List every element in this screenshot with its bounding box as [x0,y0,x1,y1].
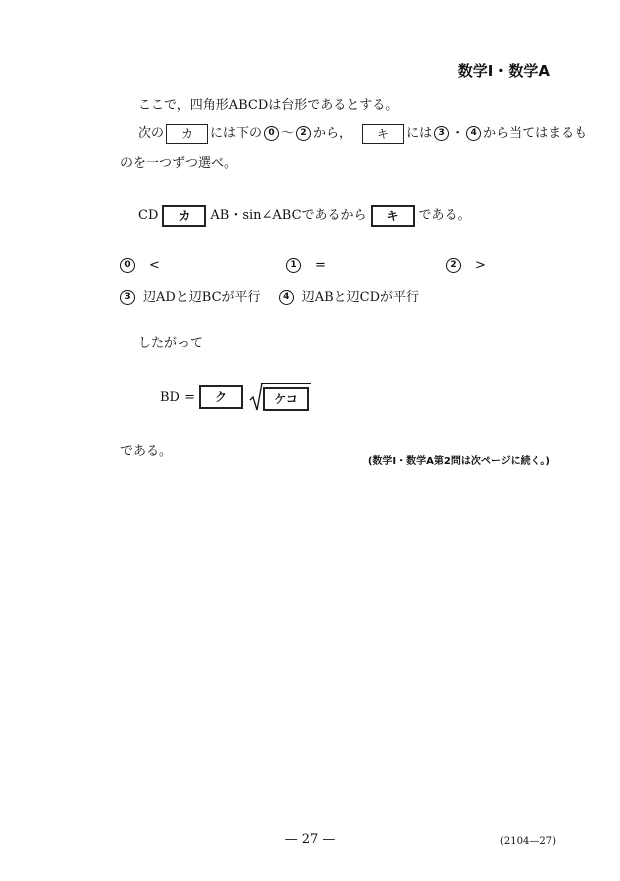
choice-item [279,290,419,305]
choice-symbol: < [149,258,160,273]
choice-item [120,290,261,305]
choice-number-4: 4 [466,126,481,141]
choice-number: 0 [120,258,135,273]
instruction-text: から当てはまるも [483,126,588,141]
separator-dot: ・ [451,126,465,141]
choice-text: 辺ADと辺BCが平行 [143,290,261,305]
answer-box-ka: カ [166,124,208,144]
instruction-line-1 [138,122,587,144]
choice-row-2 [120,286,433,305]
choice-symbol: > [475,258,486,273]
choice-number-0: 0 [264,126,279,141]
intro-text: ここで，四角形ABCDは台形であるとする。 [138,98,399,113]
therefore-text: したがって [138,336,204,351]
statement-cd: CD [138,208,159,223]
choice-symbol: = [315,258,326,273]
statement-box-ki: キ [371,205,415,227]
answer-box-ki: キ [362,124,404,144]
choice-number: 3 [120,290,135,305]
square-root [249,382,311,412]
page-code: (2104—27) [500,836,556,847]
bd-label: BD = [160,389,196,405]
instruction-text: には下の [210,126,263,141]
radicand [261,383,311,411]
choice-number: 2 [446,258,461,273]
instruction-line-2: のを一つずつ選べ。 [120,156,238,171]
statement-end: である。 [418,208,471,223]
choice-item [446,258,486,273]
choice-item [286,258,326,273]
statement-box-ka: カ [162,205,206,227]
bd-equation [160,382,311,412]
choice-item [120,258,160,273]
page-number: — 27 — [284,832,336,847]
choice-text: 辺ABと辺CDが平行 [301,290,420,305]
choice-number: 1 [286,258,301,273]
tilde: ～ [281,126,295,141]
statement-line [138,204,471,227]
instruction-text: から， [313,126,353,141]
page-header-title: 数学Ⅰ・数学A [457,62,550,80]
closing-text: である。 [120,444,173,459]
instruction-text: 次の [138,126,165,141]
answer-box-keko: ケコ [263,387,309,411]
choice-number-3: 3 [434,126,449,141]
choice-number: 4 [279,290,294,305]
answer-box-ku: ク [199,385,243,409]
statement-mid: AB・sin∠ABCであるから [210,208,367,223]
continuation-note: (数学Ⅰ・数学A第2問は次ページに続く。) [367,456,550,467]
choice-number-2: 2 [296,126,311,141]
instruction-text: には [406,126,433,141]
